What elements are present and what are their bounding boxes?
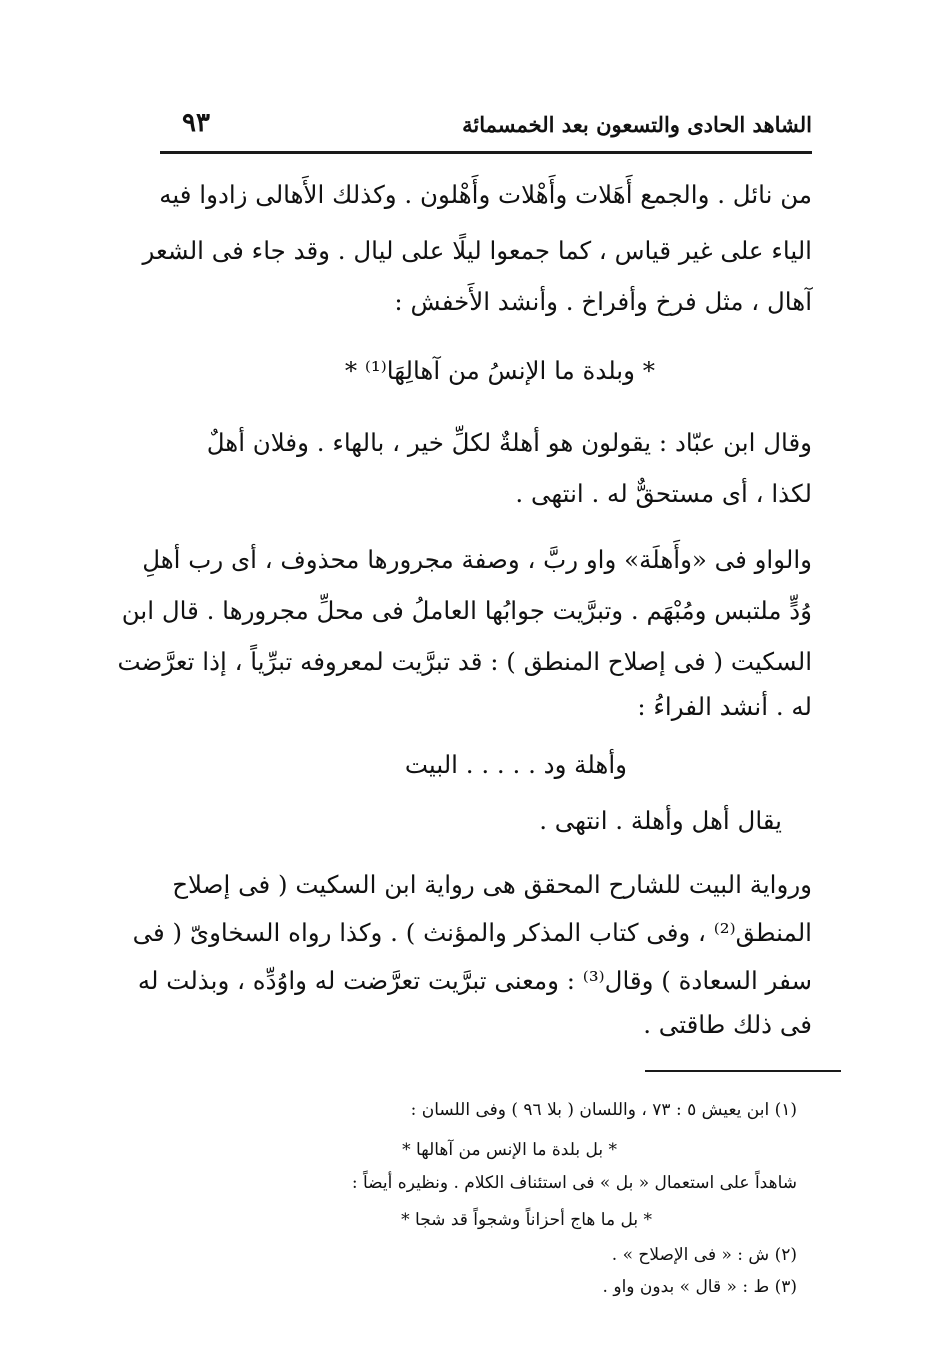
running-title: الشاهد الحادى والتسعون بعد الخمسمائة bbox=[462, 112, 812, 137]
body-line: وقال ابن عبّاد : يقولون هو أهلةٌ لكلِّ خير ، بالهاء . وفلان أهلٌ bbox=[206, 428, 812, 457]
footnote-line: (١) ابن يعيش ٥ : ٧٣ ، واللسان ( بلا ٩٦ ) وفى اللسان : bbox=[410, 1100, 797, 1120]
body-line: يقال أهل وأهلة . انتهى . bbox=[539, 806, 782, 835]
footnote-line: (٣) ط : « قال » بدون واو . bbox=[602, 1277, 797, 1297]
body-line: الياء على غير قياس ، كما جمعوا ليلًا على ليال . وقد جاء فى الشعر bbox=[142, 236, 812, 265]
footnote-line: (٢) ش : « فى الإصلاح » . bbox=[611, 1245, 797, 1265]
body-line: آهال ، مثل فرخ وأفراخ . وأنشد الأَخفش : bbox=[394, 287, 812, 316]
footnote-rule bbox=[645, 1070, 841, 1072]
verse-line: * وبلدة ما الإنسُ من آهالِهَا⁽¹⁾ * bbox=[344, 356, 655, 385]
body-line: لكذا ، أى مستحقٌّ له . انتهى . bbox=[515, 479, 812, 508]
body-line: ورواية البيت للشارح المحقق هى رواية ابن السكيت ( فى إصلاح bbox=[172, 870, 812, 899]
body-line: سفر السعادة ) وقال⁽³⁾ : ومعنى تبرَّيت تعرَّضت له واوُدِّه ، وبذلت له bbox=[137, 966, 812, 995]
page-number: ٩٣ bbox=[182, 108, 210, 138]
footnote-line: * بل ما هاج أحزاناً وشجواً قد شجا * bbox=[401, 1210, 652, 1230]
footnote-line: شاهداً على استعمال « بل » فى استئناف الكلام . ونظيره أيضاً : bbox=[351, 1173, 797, 1193]
page-header bbox=[160, 108, 812, 152]
body-line: وُدٍّ ملتبس ومُبْهَم . وتبرَّيت جوابُها العاملُ فى محلِّ مجرورها . قال ابن bbox=[121, 596, 812, 625]
body-line: له . أنشد الفراءُ : bbox=[637, 692, 812, 721]
header-rule bbox=[160, 151, 812, 154]
footnote-line: * بل بلدة ما الإنس من آهالها * bbox=[402, 1140, 617, 1160]
body-line: فى ذلك طاقتى . bbox=[643, 1010, 812, 1039]
body-line: المنطق⁽²⁾ ، وفى كتاب المذكر والمؤنث ) . وكذا رواه السخاوىّ ( فى bbox=[132, 918, 812, 947]
body-line: السكيت ( فى إصلاح المنطق ) : قد تبرَّيت لمعروفه تبرِّياً ، إذا تعرَّضت bbox=[117, 647, 812, 676]
body-line: والواو فى «وأَهلَة» واو ربَّ ، وصفة مجرورها محذوف ، أى رب أهلِ bbox=[142, 545, 812, 574]
verse-line: وأهلة ود . . . . . البيت bbox=[404, 750, 627, 779]
body-line: من نائل . والجمع أَهَلات وأَهْلات وأَهْلون . وكذلك الأَهالى زادوا فيه bbox=[159, 180, 812, 209]
